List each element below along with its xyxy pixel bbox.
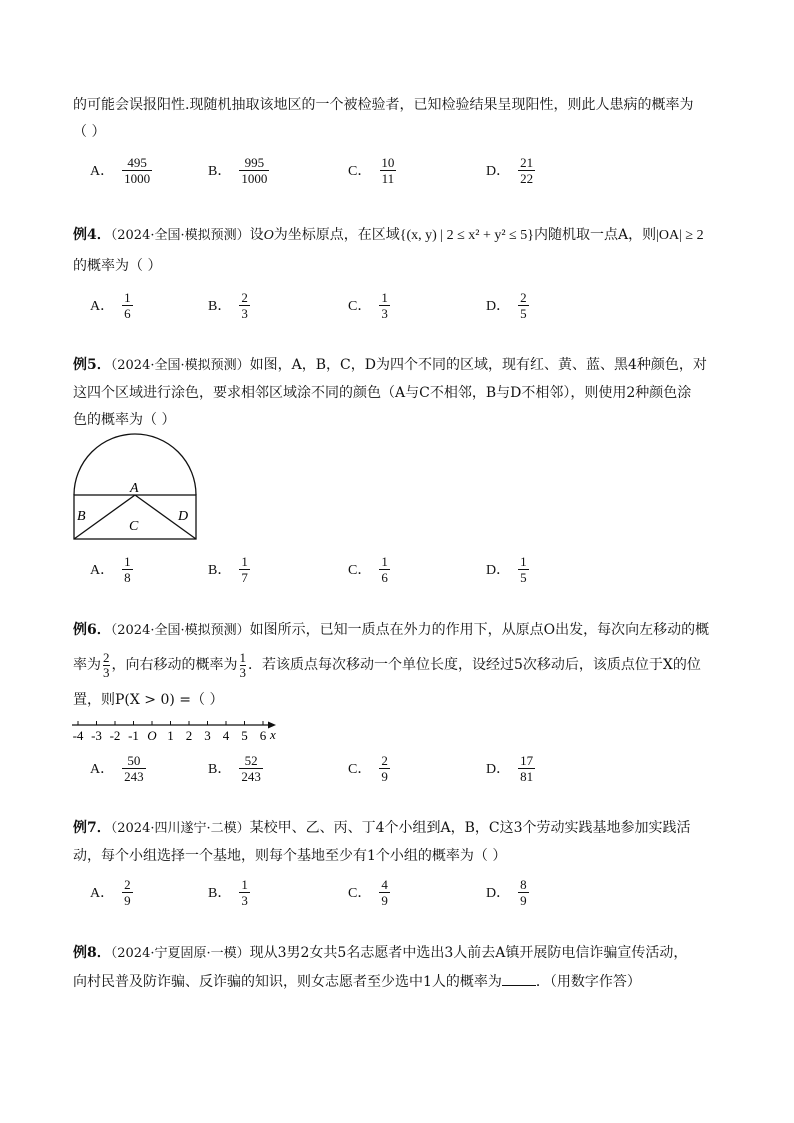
fraction: $\frac{17}{81}$ xyxy=(520,752,534,784)
fraction-p-left: $\frac{2}{3}$ xyxy=(103,649,110,680)
ex4-option-d[interactable]: D． $\frac{2}{5}$ xyxy=(486,289,527,321)
ex4-source: （2024·全国·模拟预测） xyxy=(110,228,250,243)
fraction: $\frac{1}{6}$ xyxy=(124,289,131,321)
fraction: $\frac{1}{7}$ xyxy=(241,553,248,585)
ex7-label: 例7． xyxy=(73,820,111,836)
fraction: $\frac{4}{9}$ xyxy=(381,876,388,908)
ex7-option-d[interactable]: D． $\frac{8}{9}$ xyxy=(486,876,527,908)
fraction: $\frac{2}{5}$ xyxy=(520,289,527,321)
fraction: $\frac{52}{243}$ xyxy=(241,752,261,784)
ex8-label: 例8． xyxy=(73,945,111,961)
fraction: $\frac{8}{9}$ xyxy=(520,876,527,908)
ex4-region-set: {(x, y) | 2 ≤ x² + y² ≤ 5} xyxy=(399,228,534,243)
ex7-text-line2: 动，每个小组选择一个基地，则每个基地至少有1个小组的概率为（ ） xyxy=(73,848,507,864)
ex5-option-c[interactable]: C． $\frac{1}{6}$ xyxy=(348,553,388,585)
fraction: $\frac{1}{5}$ xyxy=(520,553,527,585)
fraction: $\frac{2}{9}$ xyxy=(124,876,131,908)
fraction: $\frac{2}{9}$ xyxy=(381,752,388,784)
ex6-text-line2: 率为 $\frac{2}{3}$ ，向右移动的概率为 $\frac{1}{3}$ ．若该质点每次移动一个单位长度，设经过5次移动后，该质点位于X的位 xyxy=(73,649,701,680)
ex6-option-a[interactable]: A． $\frac{50}{243}$ xyxy=(90,752,144,784)
ex3-option-d[interactable]: D． $\frac{21}{22}$ xyxy=(486,154,534,186)
ex6-label: 例6． xyxy=(73,622,111,638)
axis-tick-label: 3 xyxy=(204,728,211,743)
ex4-oa-expr: |OA| ≥ 2 xyxy=(656,228,704,243)
ex5-text-line2: 这四个区域进行涂色，要求相邻区域涂不同的颜色（A与C不相邻，B与D不相邻），则使用2种颜色涂 xyxy=(73,385,692,401)
axis-var-label: x xyxy=(270,727,276,742)
ex4-option-c[interactable]: C． $\frac{1}{3}$ xyxy=(348,289,388,321)
region-label-c: C xyxy=(129,519,139,534)
ex5-label: 例5． xyxy=(73,357,111,373)
ex5-region-figure xyxy=(70,430,200,545)
ex6-option-d[interactable]: D． $\frac{17}{81}$ xyxy=(486,752,534,784)
ex6-source: （2024·全国·模拟预测） xyxy=(110,623,250,638)
ex3-option-a[interactable]: A． $\frac{495}{1000}$ xyxy=(90,154,151,186)
axis-tick-label: -2 xyxy=(109,728,121,743)
ex4-text-line1: 例4．（2024·全国·模拟预测）设O为坐标原点，在区域{(x, y) | 2 ≤ x² + y² ≤ 5}内随机取一点A，则|OA| ≥ 2 xyxy=(73,227,704,243)
fraction: $\frac{1}{3}$ xyxy=(241,876,248,908)
ex5-text-line1: 例5．（2024·全国·模拟预测）如图，A，B，C，D为四个不同的区域，现有红、黄、蓝、黑4种颜色，对 xyxy=(73,357,707,373)
answer-blank[interactable] xyxy=(502,971,536,986)
axis-ticks xyxy=(73,721,267,743)
ex3-text-line1: 的可能会误报阳性.现随机抽取该地区的一个被检验者，已知检验结果呈现阳性，则此人患病的概率为 xyxy=(73,97,694,113)
fraction: $\frac{1}{8}$ xyxy=(124,553,131,585)
axis-tick-label: -3 xyxy=(91,728,102,743)
ex3-text-line2: （ ） xyxy=(73,124,106,140)
ex6-number-line xyxy=(70,715,285,747)
fraction: $\frac{50}{243}$ xyxy=(124,752,144,784)
fraction: $\frac{995}{1000}$ xyxy=(241,154,268,186)
fraction: $\frac{10}{11}$ xyxy=(381,154,395,186)
axis-tick-label: 2 xyxy=(185,728,193,743)
fraction: $\frac{2}{3}$ xyxy=(241,289,248,321)
axis-tick-label: -4 xyxy=(72,728,84,743)
ex4-option-a[interactable]: A． $\frac{1}{6}$ xyxy=(90,289,131,321)
axis-tick-label: -1 xyxy=(128,728,139,743)
ex8-text-line1: 例8．（2024·宁夏固原·一模）现从3男2女共5名志愿者中选出3人前去A镇开展防电信诈骗宣传活动， xyxy=(73,945,688,961)
ex7-text-line1: 例7．（2024·四川遂宁·二模）某校甲、乙、丙、丁4个小组到A，B，C这3个劳动实践基地参加实践活 xyxy=(73,820,691,836)
ex7-source: （2024·四川遂宁·二模） xyxy=(110,821,250,836)
ex6-option-c[interactable]: C． $\frac{2}{9}$ xyxy=(348,752,388,784)
ex5-option-d[interactable]: D． $\frac{1}{5}$ xyxy=(486,553,527,585)
ex8-text-line2: 向村民普及防诈骗、反诈骗的知识，则女志愿者至少选中1人的概率为 ．（用数字作答） xyxy=(73,971,641,992)
ex7-option-c[interactable]: C． $\frac{4}{9}$ xyxy=(348,876,388,908)
ex6-text-line1: 例6．（2024·全国·模拟预测）如图所示，已知一质点在外力的作用下，从原点O出发，每次向左移动的概 xyxy=(73,622,710,638)
ex5-option-a[interactable]: A． $\frac{1}{8}$ xyxy=(90,553,131,585)
axis-tick-label: 1 xyxy=(167,728,174,743)
axis-tick-label: O xyxy=(147,728,157,743)
ex5-text-line3: 色的概率为（ ） xyxy=(73,412,176,428)
ex3-option-b[interactable]: B． $\frac{995}{1000}$ xyxy=(208,154,268,186)
fraction: $\frac{495}{1000}$ xyxy=(124,154,151,186)
axis-tick-label: 6 xyxy=(259,728,267,743)
ex7-option-b[interactable]: B． $\frac{1}{3}$ xyxy=(208,876,248,908)
ex3-option-c[interactable]: C． $\frac{10}{11}$ xyxy=(348,154,395,186)
ex4-text-line2: 的概率为（ ） xyxy=(73,258,162,274)
axis-tick-label: 5 xyxy=(241,728,248,743)
ex5-option-b[interactable]: B． $\frac{1}{7}$ xyxy=(208,553,248,585)
ex6-text-line3: 置，则P(X > 0) =（ ） xyxy=(73,692,224,708)
ex4-option-b[interactable]: B． $\frac{2}{3}$ xyxy=(208,289,248,321)
region-label-b: B xyxy=(77,509,86,524)
fraction: $\frac{21}{22}$ xyxy=(520,154,534,186)
fraction-p-right: $\frac{1}{3}$ xyxy=(239,649,246,680)
ex8-source: （2024·宁夏固原·一模） xyxy=(110,946,250,961)
fraction: $\frac{1}{3}$ xyxy=(381,289,388,321)
fraction: $\frac{1}{6}$ xyxy=(381,553,388,585)
region-label-d: D xyxy=(178,509,189,524)
ex4-label: 例4． xyxy=(73,227,111,243)
axis-tick-label: 4 xyxy=(222,728,230,743)
ex7-option-a[interactable]: A． $\frac{2}{9}$ xyxy=(90,876,131,908)
region-label-a: A xyxy=(130,481,139,496)
ex6-option-b[interactable]: B． $\frac{52}{243}$ xyxy=(208,752,261,784)
ex5-source: （2024·全国·模拟预测） xyxy=(110,358,250,373)
